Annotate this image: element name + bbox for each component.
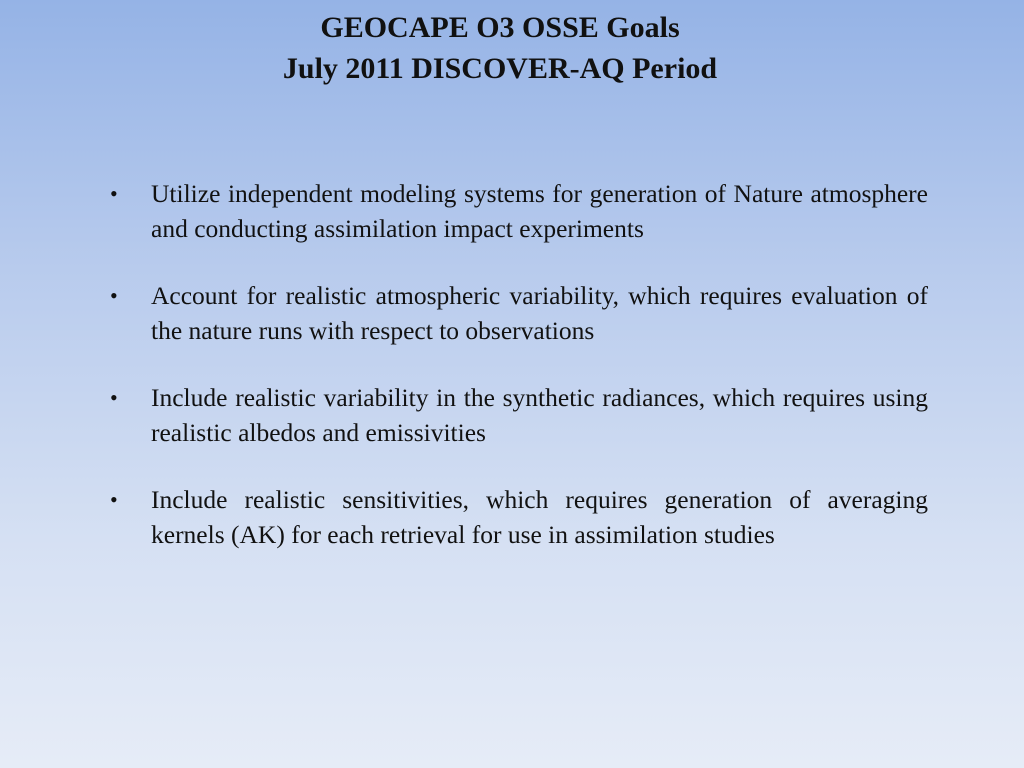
title-line-2: July 2011 DISCOVER-AQ Period xyxy=(282,52,718,85)
bullet-icon: • xyxy=(110,385,118,410)
bullet-text: Include realistic sensitivities, which requires generation of averaging kernels (AK) for each retrieval for use in assimilation studies xyxy=(151,485,928,549)
goals-bullet-list xyxy=(110,177,928,585)
bullet-icon: • xyxy=(110,487,118,512)
bullet-text: Utilize independent modeling systems for generation of Nature atmosphere and conducting assimilation impact experiments xyxy=(151,179,928,243)
bullet-text: Include realistic variability in the synthetic radiances, which requires using realistic albedos and emissivities xyxy=(151,383,928,447)
title-line-1: GEOCAPE O3 OSSE Goals xyxy=(320,11,680,44)
bullet-item-modeling-systems xyxy=(110,177,928,246)
bullet-item-synthetic-radiances xyxy=(110,381,928,450)
slide-title xyxy=(0,7,1000,89)
bullet-text: Account for realistic atmospheric variability, which requires evaluation of the nature runs with respect to observations xyxy=(151,281,928,345)
bullet-icon: • xyxy=(110,283,118,308)
bullet-item-atmospheric-variability xyxy=(110,279,928,348)
bullet-icon: • xyxy=(110,181,118,206)
bullet-item-sensitivities xyxy=(110,483,928,552)
